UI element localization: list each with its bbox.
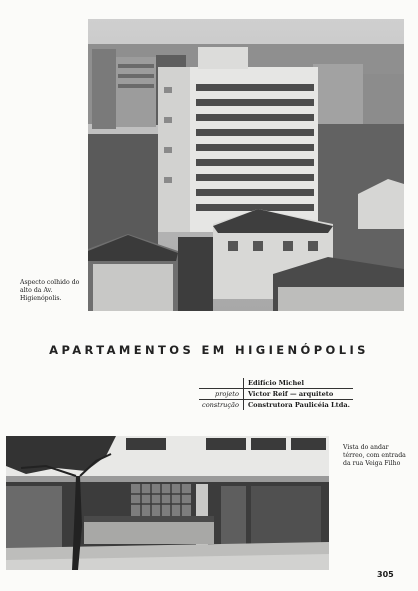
photo-caption-top: Aspecto colhido do alto da Av. Higienópolis. [20, 279, 80, 302]
photo-building-aerial [88, 19, 404, 311]
credit-value: Victor Reif — arquiteto [243, 389, 352, 400]
page-number: 305 [377, 570, 394, 579]
photo-ground-floor [6, 436, 329, 570]
credit-role [199, 378, 243, 389]
photo-caption-bottom: Vista do andar térreo, com entrada da rua Veiga Filho [343, 444, 406, 467]
credits-table [199, 378, 353, 410]
page-title: APARTAMENTOS EM HIGIENÓPOLIS [49, 343, 369, 357]
credit-value: Edifício Michel [247, 379, 304, 387]
credit-role: construção [199, 400, 243, 411]
credit-role: projeto [199, 389, 243, 400]
credits-row [199, 378, 353, 389]
credits-row [199, 389, 353, 400]
credits-row [199, 400, 353, 411]
credit-value: Construtora Paulicéia Ltda. [243, 400, 352, 411]
